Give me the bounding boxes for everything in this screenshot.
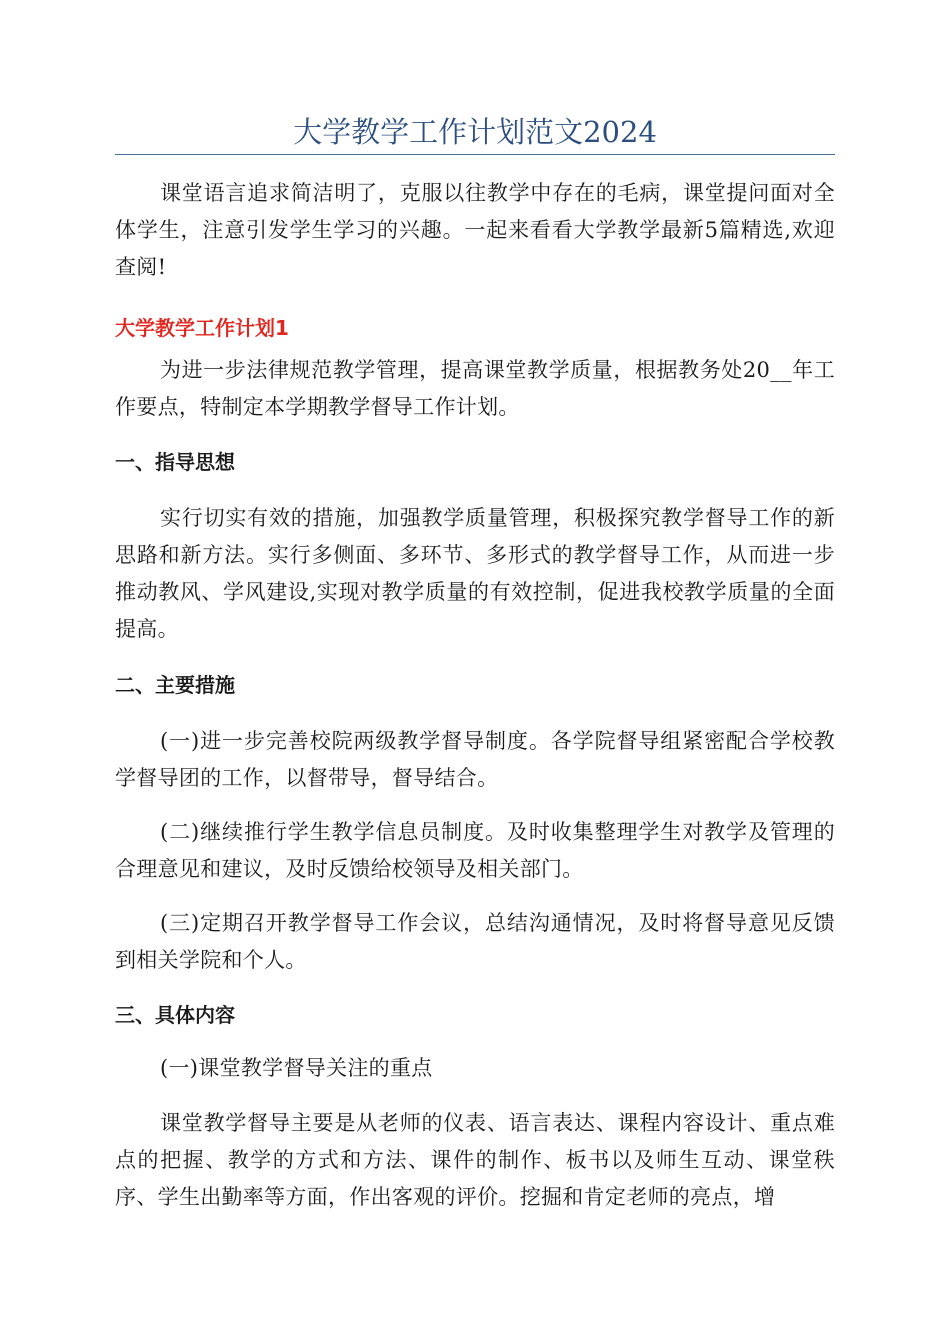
section1-body: 实行切实有效的措施，加强教学质量管理，积极探究教学督导工作的新思路和新方法。实行多侧面、多环节、多形式的教学督导工作，从而进一步推动教风、学风建设,实现对教学质量的有效控制，促进我校教学质量的全面提高。 (115, 506, 835, 641)
plan-intro-paragraph: 为进一步法律规范教学管理，提高课堂教学质量，根据教务处20__年工作要点，特制定本学期教学督导工作计划。 (115, 358, 835, 419)
section3-body: 课堂教学督导主要是从老师的仪表、语言表达、课程内容设计、重点难点的把握、教学的方式和方法、课件的制作、板书以及师生互动、课堂秩序、学生出勤率等方面，作出客观的评价。挖掘和肯定老师的亮点，增 (115, 1111, 835, 1209)
document-title: 大学教学工作计划范文2024 (293, 115, 657, 149)
intro-paragraph: 课堂语言追求简洁明了，克服以往教学中存在的毛病，课堂提问面对全体学生，注意引发学生学习的兴趣。一起来看看大学教学最新5篇精选,欢迎查阅! (115, 181, 835, 279)
plan-heading: 大学教学工作计划1 (115, 316, 289, 340)
section2-item-1: (一)进一步完善校院两级教学督导制度。各学院督导组紧密配合学校教学督导团的工作，以督带导，督导结合。 (115, 729, 835, 790)
section2-item-3: (三)定期召开教学督导工作会议，总结沟通情况，及时将督导意见反馈到相关学院和个人。 (115, 911, 835, 972)
section1-heading: 一、指导思想 (115, 450, 235, 474)
section2-heading: 二、主要措施 (115, 673, 235, 697)
section2-item-2: (二)继续推行学生教学信息员制度。及时收集整理学生对教学及管理的合理意见和建议，及时反馈给校领导及相关部门。 (115, 820, 835, 881)
section3-subheading: (一)课堂教学督导关注的重点 (160, 1056, 433, 1080)
title-underline (115, 154, 835, 155)
section3-heading: 三、具体内容 (115, 1003, 235, 1027)
